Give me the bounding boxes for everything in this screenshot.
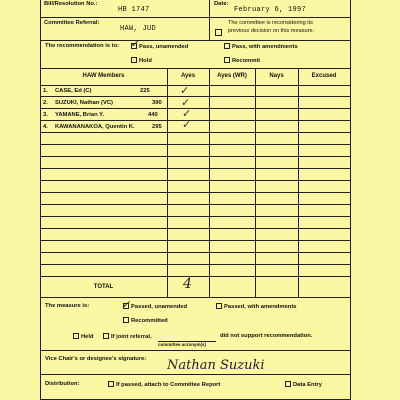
check-mark: ✓	[130, 37, 140, 50]
member-name: YAMANE, Brian Y.	[55, 112, 104, 118]
member-name: SUZUKI, Nathan (VC)	[55, 100, 113, 106]
aye-check: ✓	[181, 96, 191, 109]
aye-check: ✓	[180, 84, 190, 97]
signature-label: Vice Chair's or designee's signature:	[45, 356, 147, 362]
signature: Nathan Suzuki	[167, 358, 265, 373]
recommendation-label: The recommendation is to:	[45, 43, 120, 49]
measure-passed-unamended[interactable]: Passed, unamended	[123, 303, 187, 310]
member-name: CASE, Ed (C)	[55, 88, 92, 94]
referral-value: HAW, JUD	[120, 25, 157, 33]
distribution-label: Distribution:	[45, 381, 80, 387]
checkbox[interactable]	[123, 317, 129, 323]
date-value: February 6, 1997	[234, 6, 307, 14]
reconsider-text-1: The committee is reconsidering its	[228, 20, 313, 26]
checkbox[interactable]	[216, 303, 222, 309]
checkbox[interactable]	[131, 57, 137, 63]
acronym-caption: committee acronym(s)	[158, 342, 207, 347]
reconsider-checkbox[interactable]	[215, 22, 224, 40]
member-ext: 390	[152, 100, 162, 106]
aye-check: ✓	[182, 118, 192, 131]
member-name: KAWANANAKOA, Quentin K.	[55, 124, 135, 130]
bill-number: HB 1747	[118, 6, 150, 14]
joint-referral[interactable]: If joint referral,	[103, 333, 152, 340]
dist-committee-report[interactable]: If passed, attach to Committee Report	[108, 381, 220, 388]
did-not-support: did not support recommendation.	[220, 333, 313, 339]
col-nays: Nays	[269, 73, 284, 79]
col-ayes: Ayes	[180, 73, 196, 79]
member-num: 3.	[43, 112, 48, 118]
rec-pass-unamended[interactable]: Pass, unamended	[131, 43, 188, 50]
checkbox[interactable]	[224, 43, 230, 49]
rec-pass-amended[interactable]: Pass, with amendments	[224, 43, 298, 50]
member-num: 1.	[43, 88, 48, 94]
total-label: TOTAL	[93, 284, 114, 290]
date-label: Date:	[214, 1, 229, 7]
rec-recommit[interactable]: Recommit	[224, 57, 260, 64]
measure-label: The measure is:	[45, 303, 90, 309]
checkbox[interactable]	[224, 57, 230, 63]
member-num: 2.	[43, 100, 48, 106]
member-num: 4.	[43, 124, 48, 130]
reconsider-text-2: previous decision on this measure.	[228, 28, 315, 34]
checkbox[interactable]	[73, 333, 79, 339]
referral-label: Committee Referral:	[44, 20, 100, 26]
member-ext: 225	[140, 88, 150, 94]
form-border	[40, 0, 351, 400]
col-ayes-wr: Ayes (WR)	[217, 73, 247, 79]
rec-hold[interactable]: Hold	[131, 57, 152, 64]
dist-data-entry[interactable]: Data Entry	[285, 381, 322, 388]
check-mark: ✓	[121, 298, 131, 311]
checkbox[interactable]	[103, 333, 109, 339]
measure-recommitted[interactable]: Recommitted	[123, 317, 168, 324]
checkbox[interactable]	[108, 381, 114, 387]
col-excused: Excused	[311, 73, 337, 79]
member-ext: 440	[148, 112, 158, 118]
member-ext: 295	[152, 124, 162, 130]
total-ayes: 4	[183, 276, 192, 292]
checkbox[interactable]	[285, 381, 291, 387]
measure-held[interactable]: Held	[73, 333, 94, 340]
col-members: HAW Members	[82, 73, 125, 79]
aye-check: ✓	[182, 107, 192, 120]
measure-passed-amended[interactable]: Passed, with amendments	[216, 303, 296, 310]
bill-label: Bill/Resolution No.:	[44, 1, 98, 7]
